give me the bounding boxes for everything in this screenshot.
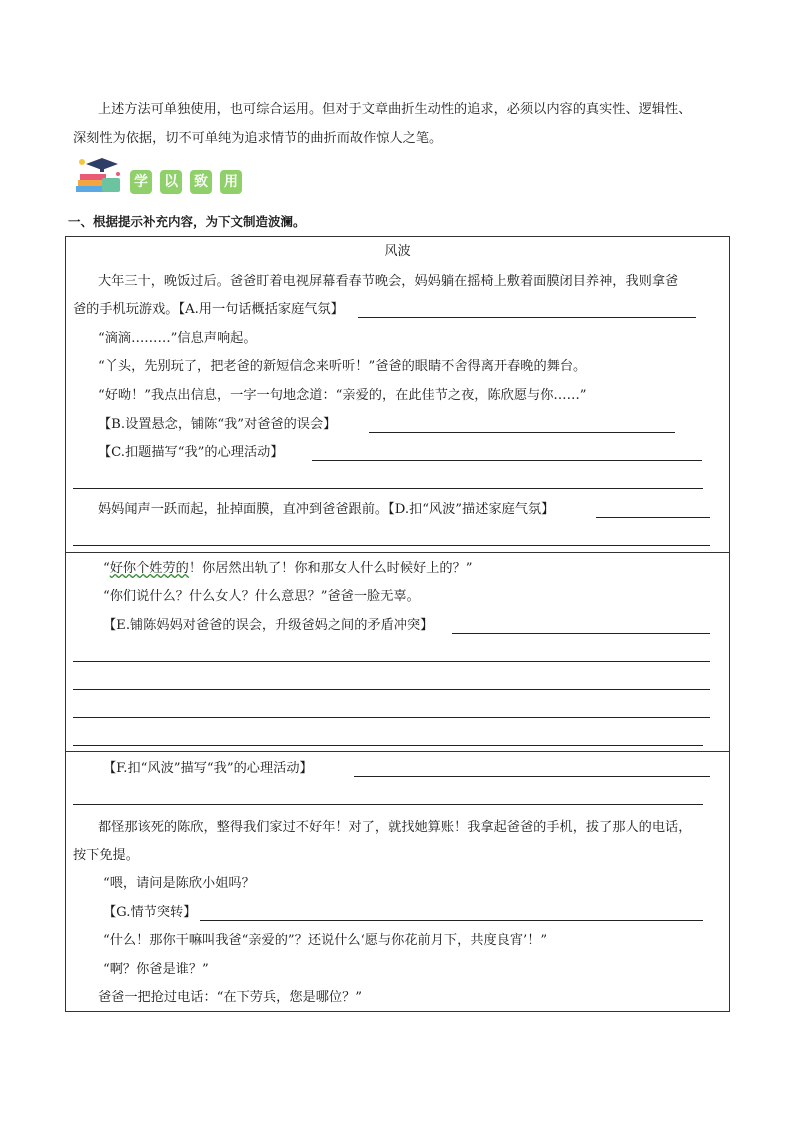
answer-blank-c-2[interactable] (73, 488, 703, 489)
answer-blank-f-1[interactable] (354, 776, 710, 777)
prompt-f: 【F.扣“风波”描写“我”的心理活动】 (103, 761, 313, 776)
answer-blank-a[interactable] (358, 317, 696, 318)
box1-paragraph-2: “滴滴………”信息声响起。 (98, 331, 257, 346)
answer-blank-g[interactable] (200, 920, 703, 921)
prompt-e: 【E.铺陈妈妈对爸爸的误会，升级爸妈之间的矛盾冲突】 (103, 618, 434, 633)
box3-paragraph-3: “什么！那你干嘛叫我爸“亲爱的”？还说什么‘愿与你花前月下，共度良宵’！” (103, 933, 548, 948)
intro-line-1: 上述方法可单独使用，也可综合运用。但对于文章曲折生动性的追求，必须以内容的真实性、逻辑性、 (98, 102, 692, 117)
answer-blank-e-5[interactable] (73, 745, 703, 746)
box2-paragraph-1: “好你个姓劳的！你居然出轨了！你和那女人什么时候好上的？” (103, 561, 473, 576)
intro-line-2: 深刻性为依据，切不可单纯为追求情节的曲折而故作惊人之笔。 (73, 131, 443, 146)
box1-paragraph-1-line-1: 大年三十，晚饭过后。爸爸盯着电视屏幕看春节晚会，妈妈躺在摇椅上敷着面膜闭目养神，我则拿爸 (98, 274, 679, 289)
badge-char-1: 学 (130, 170, 152, 194)
story-title: 风波 (384, 244, 411, 259)
answer-blank-e-1[interactable] (452, 633, 710, 634)
answer-blank-e-2[interactable] (73, 661, 710, 662)
badge-char-4: 用 (220, 170, 242, 194)
prompt-b: 【B.设置悬念，铺陈“我”对爸爸的误会】 (98, 417, 337, 432)
prompt-g: 【G.情节突转】 (103, 905, 197, 920)
highlighted-phrase: 好你个姓劳的 (109, 561, 189, 576)
box1-paragraph-1-line-2: 爸的手机玩游戏。【A.用一句话概括家庭气氛】 (73, 302, 344, 317)
box1-paragraph-5: 妈妈闻声一跃而起，扯掉面膜，直冲到爸爸跟前。【D.扣“风波”描述家庭气氛】 (98, 502, 555, 517)
box3-paragraph-4: “啊？你爸是谁？” (103, 962, 209, 977)
books-icon (72, 156, 124, 196)
story-box-2 (65, 552, 730, 752)
box3-paragraph-2: “喂，请问是陈欣小姐吗？ (103, 876, 255, 891)
answer-blank-f-2[interactable] (73, 804, 703, 805)
badge-char-2: 以 (160, 170, 182, 194)
box2-paragraph-2: “你们说什么？什么女人？什么意思？”爸爸一脸无辜。 (103, 589, 420, 604)
box1-paragraph-3: “丫头，先别玩了，把老爸的新短信念来听听！”爸爸的眼睛不舍得离开春晚的舞台。 (98, 359, 587, 374)
answer-blank-d-2[interactable] (73, 545, 710, 546)
badge-char-3: 致 (190, 170, 212, 194)
box3-paragraph-1-line-2: 按下免提。 (73, 848, 139, 863)
box3-paragraph-1-line-1: 都怪那该死的陈欣，整得我们家过不好年！对了，就找她算账！我拿起爸爸的手机，拔了那人的电话， (98, 820, 692, 835)
answer-blank-e-4[interactable] (73, 717, 710, 718)
box3-paragraph-5: 爸爸一把抢过电话：“在下劳兵，您是哪位？” (98, 990, 363, 1005)
question-heading: 一、根据提示补充内容，为下文制造波澜。 (68, 214, 306, 229)
prompt-c: 【C.扣题描写“我”的心理活动】 (98, 445, 284, 460)
answer-blank-e-3[interactable] (73, 689, 710, 690)
answer-blank-b[interactable] (369, 432, 675, 433)
box1-paragraph-4: “好呦！”我点出信息，一字一句地念道：“亲爱的，在此佳节之夜，陈欣愿与你……” (98, 388, 587, 403)
answer-blank-c-1[interactable] (312, 460, 702, 461)
answer-blank-d-1[interactable] (596, 517, 710, 518)
